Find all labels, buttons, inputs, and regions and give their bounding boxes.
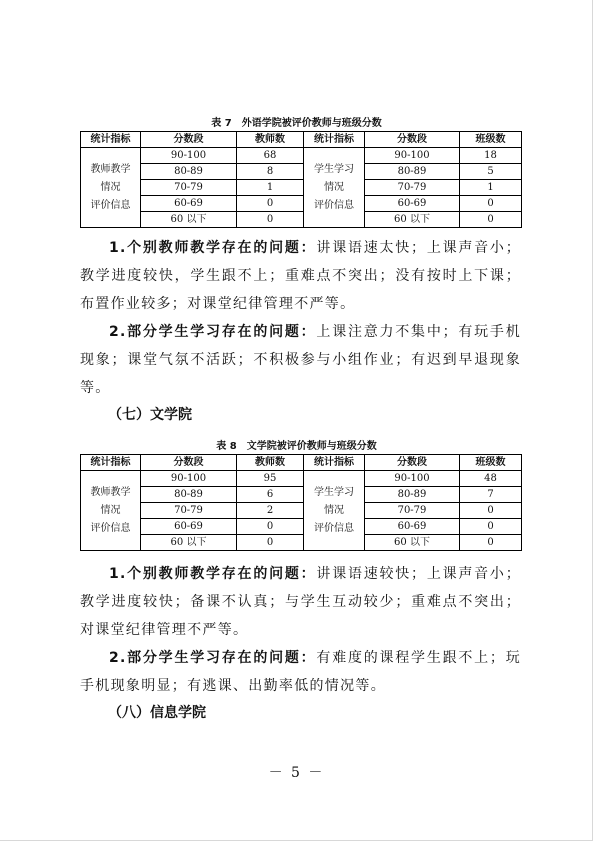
teacher-count: 0: [237, 196, 304, 212]
table8-caption: 表 8 文学院被评价教师与班级分数: [216, 441, 377, 452]
class-count: 18: [460, 148, 522, 164]
score-range: 90-100: [365, 148, 460, 164]
score-range: 60-69: [365, 519, 460, 535]
group-line: 评价信息: [314, 522, 354, 534]
score-range: 60 以下: [141, 535, 237, 551]
table-row: [81, 180, 522, 196]
table8: [80, 454, 522, 551]
teacher-count: 6: [237, 487, 304, 503]
score-range: 80-89: [365, 487, 460, 503]
group-line: 学生学习: [314, 486, 354, 498]
header-cell: 班级数: [460, 132, 522, 148]
score-range: 80-89: [365, 164, 460, 180]
teacher-count: 95: [237, 471, 304, 487]
header-cell: 分数段: [141, 132, 237, 148]
header-cell: 分数段: [365, 455, 460, 471]
teacher-issues-paragraph: [80, 234, 521, 318]
header-cell: 统计指标: [304, 132, 365, 148]
class-count: 5: [460, 164, 522, 180]
teacher-count: 2: [237, 503, 304, 519]
class-count: 0: [460, 535, 522, 551]
group-line: 评价信息: [90, 199, 131, 211]
score-range: 90-100: [141, 148, 237, 164]
table-row: [81, 471, 522, 487]
class-count: 0: [460, 519, 522, 535]
teacher-count: 0: [237, 212, 304, 228]
teacher-count: 0: [237, 519, 304, 535]
paragraph-lead: 2.部分学生学习存在的问题：: [109, 650, 317, 666]
table-row: [81, 487, 522, 503]
table-header-row: [81, 132, 522, 148]
paragraph-lead: 1.个别教师教学存在的问题：: [109, 566, 317, 582]
score-range: 70-79: [365, 503, 460, 519]
table-row: [81, 503, 522, 519]
group-line: 情况: [324, 504, 344, 516]
class-count: 48: [460, 471, 522, 487]
table-row: [81, 212, 522, 228]
header-cell: 统计指标: [81, 132, 141, 148]
teacher-count: 1: [237, 180, 304, 196]
group-line: 学生学习: [314, 163, 354, 175]
teacher-count: 0: [237, 535, 304, 551]
class-count: 0: [460, 503, 522, 519]
table-row: [81, 196, 522, 212]
table7-caption: 表 7 外语学院被评价教师与班级分数: [211, 118, 382, 129]
paragraph-lead: 1.个别教师教学存在的问题：: [109, 240, 317, 256]
table-row: [81, 148, 522, 164]
paragraph-text: 讲课语速较快；上课声音小；教学进度较快；备课不认真；与学生互动较少；重难点不突出；对课堂纪律管理不严等。: [80, 566, 521, 638]
header-cell: 教师数: [237, 455, 304, 471]
group-line: 教师教学: [90, 163, 131, 175]
header-cell: 班级数: [460, 455, 522, 471]
paragraph-lead: 2.部分学生学习存在的问题：: [109, 324, 317, 340]
group-line: 评价信息: [314, 199, 354, 211]
header-cell: 教师数: [237, 132, 304, 148]
score-range: 60-69: [365, 196, 460, 212]
page-number: － 5 －: [268, 765, 325, 781]
score-range: 90-100: [141, 471, 237, 487]
paragraph-text: 上课注意力不集中；有玩手机现象；课堂气氛不活跃；不积极参与小组作业；有迟到早退现象等。: [80, 324, 521, 396]
score-range: 60-69: [141, 519, 237, 535]
table-header-row: [81, 455, 522, 471]
class-count: 0: [460, 212, 522, 228]
score-range: 70-79: [365, 180, 460, 196]
group-line: 情况: [324, 181, 344, 193]
header-cell: 分数段: [141, 455, 237, 471]
score-range: 60-69: [141, 196, 237, 212]
group-line: 情况: [100, 504, 121, 516]
score-range: 60 以下: [365, 212, 460, 228]
class-count: 1: [460, 180, 522, 196]
student-group-label: [304, 148, 365, 228]
header-cell: 统计指标: [81, 455, 141, 471]
teacher-count: 68: [237, 148, 304, 164]
group-line: 评价信息: [90, 522, 131, 534]
teacher-group-label: [81, 148, 141, 228]
table-row: [81, 164, 522, 180]
score-range: 70-79: [141, 180, 237, 196]
score-range: 80-89: [141, 164, 237, 180]
student-group-label: [304, 471, 365, 551]
teacher-count: 8: [237, 164, 304, 180]
score-range: 70-79: [141, 503, 237, 519]
teacher-issues-paragraph: [80, 560, 521, 644]
paragraph-text: 讲课语速太快；上课声音小；教学进度较快，学生跟不上；重难点不突出；没有按时上下课；布置作业较多；对课堂纪律管理不严等。: [80, 240, 521, 312]
header-cell: 分数段: [365, 132, 460, 148]
group-line: 情况: [100, 181, 121, 193]
table7: [80, 131, 522, 228]
teacher-group-label: [81, 471, 141, 551]
score-range: 60 以下: [141, 212, 237, 228]
score-range: 80-89: [141, 487, 237, 503]
score-range: 60 以下: [365, 535, 460, 551]
table-row: [81, 519, 522, 535]
table-row: [81, 535, 522, 551]
section-heading: （八）信息学院: [108, 705, 206, 721]
group-line: 教师教学: [90, 486, 131, 498]
score-range: 90-100: [365, 471, 460, 487]
paragraph-text: 有难度的课程学生跟不上；玩手机现象明显；有逃课、出勤率低的情况等。: [80, 650, 521, 694]
section-heading: （七）文学院: [108, 407, 192, 423]
class-count: 0: [460, 196, 522, 212]
student-issues-paragraph: [80, 644, 521, 700]
class-count: 7: [460, 487, 522, 503]
header-cell: 统计指标: [304, 455, 365, 471]
student-issues-paragraph: [80, 318, 521, 402]
